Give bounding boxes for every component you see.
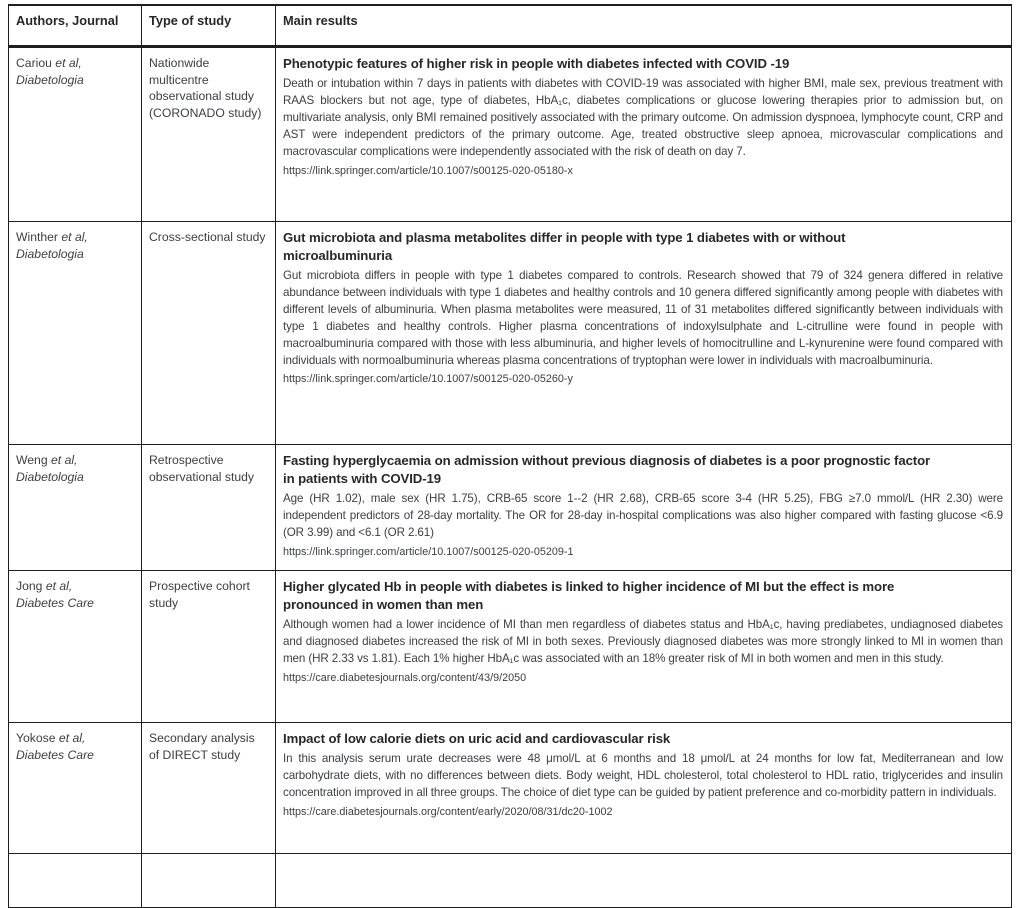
main-results-cell <box>276 222 1012 445</box>
author-etal: et al, <box>58 731 86 745</box>
authors-journal-cell <box>9 445 142 571</box>
studies-table <box>8 4 1012 908</box>
authors-journal-cell <box>9 723 142 854</box>
author-line <box>16 578 133 595</box>
journal-name: Diabetes Care <box>16 747 94 762</box>
study-url-link[interactable]: https://link.springer.com/article/10.1007/s00125-020-05180-x <box>283 164 573 177</box>
study-type-cell: Retrospective observational study <box>142 445 276 571</box>
study-summary: Although women had a lower incidence of MI than men regardless of diabetes status and HbA₁c, having prediabetes, undiagnosed diabetes and diagnosed diabetes increased the risk of MI in both sexes. Previously diagnosed diabetes was more strongly linked to MI in women than men (HR 2.33 vs 1.81). Each 1% higher HbA₁c was associated with an 18% greater risk of MI in both women and men in this study. <box>283 618 1003 665</box>
column-header-authors-journal: Authors, Journal <box>9 5 142 47</box>
study-summary: In this analysis serum urate decreases were 48 μmol/L at 6 months and 18 μmol/L at 24 months for low fat, Mediterranean and low carbohydrate diets, with no differences between diets. Body weight, HDL cholesterol, total cholesterol to HDL ratio, triglycerides and insulin concentration improved in all three groups. The choice of diet type can be guided by patient preference and co-morbidity pattern in individuals. <box>283 752 1003 799</box>
study-type-cell <box>142 854 276 908</box>
author-line <box>16 55 133 72</box>
table-row <box>9 47 1012 222</box>
study-summary: Death or intubation within 7 days in patients with diabetes with COVID-19 was associated with higher BMI, male sex, previous treatment with RAAS blockers but not age, type of diabetes, HbA₁c, diabetes complications or glucose lowering therapies prior to admission but, on multivariate analysis, only BMI remained positively associated with the primary outcome. On admission dyspnoea, lymphocyte count, CRP and AST were independent predictors of the primary outcome. Age, treated obstructive sleep apnoea, microvascular complications and macrovascular complications were independently associated with the risk of death on day 7. <box>283 77 1003 158</box>
journal-name: Diabetologia <box>16 246 84 261</box>
main-results-cell <box>276 47 1012 222</box>
authors-journal-cell <box>9 47 142 222</box>
study-url-link[interactable]: https://care.diabetesjournals.org/content/43/9/2050 <box>283 671 527 684</box>
author-name: Yokose <box>16 731 56 745</box>
author-etal: et al, <box>61 230 88 244</box>
authors-journal-cell <box>9 854 142 908</box>
author-etal: et al, <box>51 453 78 467</box>
author-line <box>16 730 133 747</box>
main-results-cell <box>276 854 1012 908</box>
study-title: Fasting hyperglycaemia on admission without previous diagnosis of diabetes is a poor prognostic factor in patients with COVID-19 <box>283 453 931 486</box>
study-summary: Gut microbiota differs in people with type 1 diabetes compared to controls. Research showed that 79 of 324 genera differed in relative abundance between individuals with type 1 diabetes and healthy controls and 10 genera differed significantly among people with diabetes with different levels of albuminuria. When plasma metabolites were measured, 11 of 31 metabolites differed significantly between individuals with type 1 diabetes and healthy controls. Higher plasma concentrations of indoxylsulphate and L-citrulline were found in people with macroalbuminuria compared with those with less albuminuria, and higher levels of homocitrulline and L-kynurenine were found compared with individuals with normoalbuminuria whereas plasma concentrations of tryptophan were lower in individuals with macroalbuminuria. <box>283 269 1003 367</box>
main-results-cell <box>276 723 1012 854</box>
study-type-cell: Nationwide multicentre observational study (CORONADO study) <box>142 47 276 222</box>
table-row <box>9 723 1012 854</box>
table-row <box>9 222 1012 445</box>
main-results-cell <box>276 571 1012 723</box>
author-line <box>16 452 133 469</box>
study-title: Higher glycated Hb in people with diabetes is linked to higher incidence of MI but the effect is more pronounced in women than men <box>283 579 895 612</box>
authors-journal-cell <box>9 222 142 445</box>
study-url-link[interactable]: https://care.diabetesjournals.org/content/early/2020/08/31/dc20-1002 <box>283 805 613 818</box>
author-name: Jong <box>16 579 43 593</box>
study-type-cell: Secondary analysis of DIRECT study <box>142 723 276 854</box>
author-etal: et al, <box>45 579 73 593</box>
table-row <box>9 571 1012 723</box>
column-header-type-of-study: Type of study <box>142 5 276 47</box>
journal-name: Diabetologia <box>16 469 84 484</box>
study-title: Impact of low calorie diets on uric acid and cardiovascular risk <box>283 731 671 746</box>
authors-journal-cell <box>9 571 142 723</box>
study-summary: Age (HR 1.02), male sex (HR 1.75), CRB-65 score 1--2 (HR 2.68), CRB-65 score 3-4 (HR 5.25), FBG ≥7.0 mmol/L (HR 2.30) were independent predictors of 28-day mortality. The OR for 28-day in-hospital complications was also higher compared with fasting glucose <6.9 (OR 3.99) and <6.1 (OR 2.61) <box>283 492 1003 539</box>
author-name: Winther <box>16 230 58 244</box>
header-row <box>9 5 1012 47</box>
main-results-cell <box>276 445 1012 571</box>
author-etal: et al, <box>55 56 82 70</box>
table-row <box>9 445 1012 571</box>
study-title: Gut microbiota and plasma metabolites differ in people with type 1 diabetes with or without microalbuminuria <box>283 230 846 263</box>
journal-name: Diabetes Care <box>16 595 94 610</box>
table-row-partial <box>9 854 1012 908</box>
journal-name: Diabetologia <box>16 72 84 87</box>
author-name: Cariou <box>16 56 52 70</box>
document-page <box>8 4 1012 908</box>
author-line <box>16 229 133 246</box>
study-type-cell: Cross-sectional study <box>142 222 276 445</box>
study-title: Phenotypic features of higher risk in people with diabetes infected with COVID -19 <box>283 56 790 71</box>
study-url-link[interactable]: https://link.springer.com/article/10.1007/s00125-020-05260-y <box>283 373 573 386</box>
author-name: Weng <box>16 453 48 467</box>
study-type-cell: Prospective cohort study <box>142 571 276 723</box>
study-url-link[interactable]: https://link.springer.com/article/10.1007/s00125-020-05209-1 <box>283 545 574 558</box>
column-header-main-results: Main results <box>276 5 1012 47</box>
